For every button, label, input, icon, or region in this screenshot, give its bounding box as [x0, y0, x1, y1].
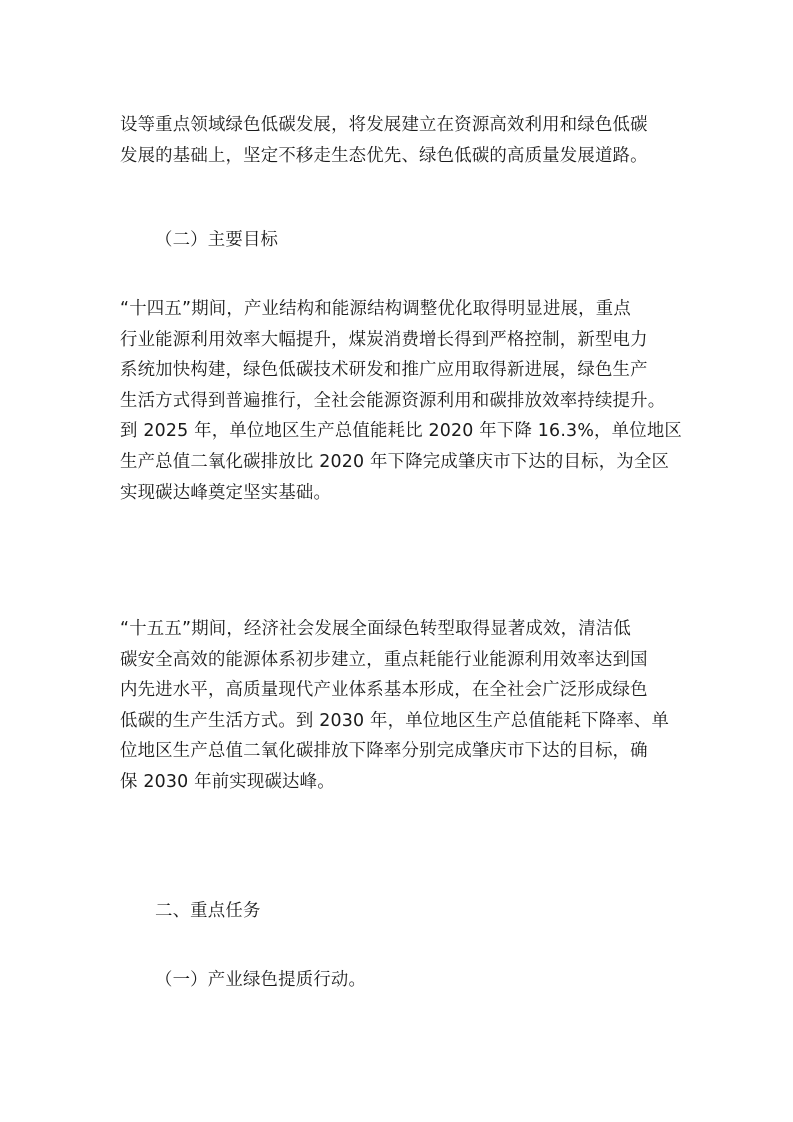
- text-line: 碳安全高效的能源体系初步建立，重点耗能行业能源利用效率达到国: [120, 649, 648, 670]
- text-line: 内先进水平，高质量现代产业体系基本形成，在全社会广泛形成绿色: [120, 680, 648, 701]
- heading-text: （二）主要目标: [155, 230, 279, 250]
- text-line: “十五五”期间，经济社会发展全面绿色转型取得显著成效，清洁低: [120, 619, 631, 639]
- heading-text: 二、重点任务: [155, 901, 261, 921]
- text-line: 行业能源利用效率大幅提升，煤炭消费增长得到严格控制，新型电力: [120, 329, 648, 350]
- text-line: 系统加快构建，绿色低碳技术研发和推广应用取得新进展，绿色生产: [120, 360, 648, 381]
- paragraph-15th-five-year-goals: [120, 614, 680, 798]
- text-line: 生活方式得到普遍推行，全社会能源资源利用和碳排放效率持续提升。: [120, 390, 666, 411]
- text-line: 到 2025 年，单位地区生产总值能耗比 2020 年下降 16.3%，单位地区: [120, 421, 682, 442]
- text-line: 位地区生产总值二氧化碳排放下降率分别完成肇庆市下达的目标，确: [120, 741, 648, 762]
- heading-text: （一）产业绿色提质行动。: [155, 970, 367, 990]
- text-line: 设等重点领域绿色低碳发展，将发展建立在资源高效利用和绿色低碳: [120, 115, 648, 135]
- paragraph-continuation: [120, 110, 680, 171]
- text-line: 保 2030 年前实现碳达峰。: [120, 771, 335, 792]
- section-heading-industry-action: [155, 965, 715, 996]
- text-line: 实现碳达峰奠定坚实基础。: [120, 482, 332, 503]
- paragraph-14th-five-year-goals: [120, 294, 680, 508]
- text-line: 发展的基础上，坚定不移走生态优先、绿色低碳的高质量发展道路。: [120, 145, 648, 166]
- text-line: “十四五”期间，产业结构和能源结构调整优化取得明显进展，重点: [120, 299, 631, 319]
- section-heading-main-goals: [155, 225, 715, 256]
- section-heading-key-tasks: [155, 896, 715, 927]
- text-line: 生产总值二氧化碳排放比 2020 年下降完成肇庆市下达的目标，为全区: [120, 451, 670, 472]
- text-line: 低碳的生产生活方式。到 2030 年，单位地区生产总值能耗下降率、单: [120, 710, 670, 731]
